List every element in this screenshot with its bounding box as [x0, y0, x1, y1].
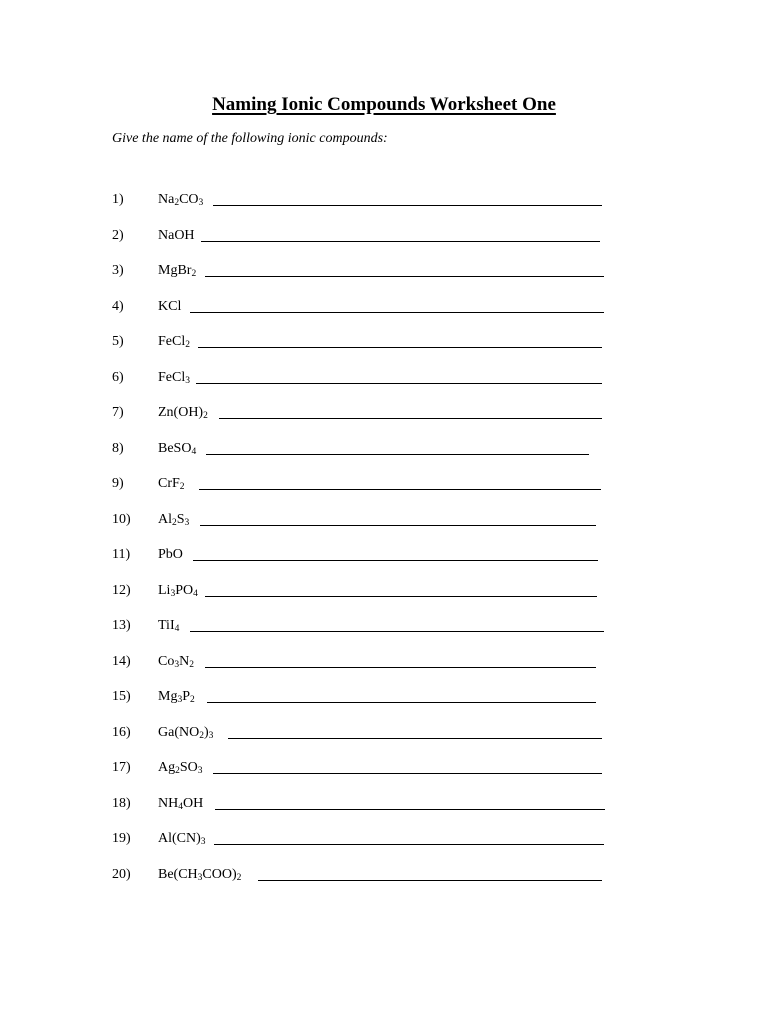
answer-blank[interactable]	[215, 794, 605, 810]
compound-formula	[158, 616, 179, 636]
answer-blank[interactable]	[206, 439, 589, 455]
compound-formula	[158, 829, 206, 849]
answer-blank[interactable]	[196, 368, 602, 384]
question-number: 19)	[112, 831, 131, 846]
formula-subscript: 3	[197, 766, 203, 776]
question-row	[112, 297, 608, 333]
question-row	[112, 474, 608, 510]
question-row	[112, 190, 608, 226]
compound-formula	[158, 332, 190, 352]
question-row	[112, 758, 608, 794]
formula-element: PO	[175, 582, 194, 598]
formula-element: Mg	[158, 689, 178, 704]
answer-blank[interactable]	[205, 581, 597, 597]
formula-element: BeSO	[158, 440, 192, 456]
question-number: 2)	[112, 227, 124, 243]
question-number: 18)	[112, 795, 131, 811]
answer-blank[interactable]	[213, 190, 602, 206]
compound-formula	[158, 261, 196, 281]
formula-subscript: 2	[203, 411, 208, 421]
formula-element: Al(CN)	[158, 831, 201, 846]
compound-formula	[158, 581, 198, 601]
formula-subscript: 2	[190, 695, 195, 705]
question-list	[112, 190, 608, 900]
question-row	[112, 616, 608, 652]
formula-subscript: 2	[189, 659, 194, 670]
question-number: 6)	[112, 369, 124, 385]
answer-blank[interactable]	[198, 332, 602, 348]
question-row	[112, 510, 608, 546]
formula-subscript: 3	[185, 375, 190, 386]
formula-element: SO	[179, 760, 198, 775]
formula-subscript: 3	[170, 588, 176, 599]
question-number: 13)	[112, 618, 131, 633]
answer-blank[interactable]	[214, 829, 604, 845]
question-row	[112, 687, 608, 723]
formula-element: FeCl	[158, 369, 186, 385]
formula-element: Co	[158, 653, 175, 669]
question-row	[112, 652, 608, 688]
formula-element: P	[182, 689, 190, 704]
formula-subscript: 2	[172, 517, 177, 528]
question-row	[112, 403, 608, 439]
formula-element: Ga(NO	[158, 724, 200, 740]
formula-subscript: 4	[191, 446, 197, 457]
question-number: 15)	[112, 689, 131, 704]
formula-element: CrF	[158, 476, 180, 491]
compound-formula	[158, 652, 194, 672]
formula-element: Al	[158, 511, 172, 527]
question-number: 10)	[112, 511, 131, 527]
question-number: 7)	[112, 405, 124, 420]
question-row	[112, 581, 608, 617]
formula-element: PbO	[158, 547, 183, 562]
question-row	[112, 439, 608, 475]
compound-formula	[158, 758, 203, 778]
compound-formula	[158, 403, 208, 423]
compound-formula	[158, 368, 190, 388]
worksheet-title	[0, 92, 768, 118]
compound-formula	[158, 190, 203, 210]
formula-element: NaOH	[158, 227, 195, 243]
formula-element: FeCl	[158, 334, 186, 349]
formula-subscript: 2	[174, 198, 180, 208]
question-number: 1)	[112, 192, 124, 207]
formula-subscript: 2	[179, 482, 185, 492]
question-number: 9)	[112, 476, 124, 491]
compound-formula	[158, 723, 213, 743]
compound-formula	[158, 510, 189, 530]
formula-element: TiI	[158, 618, 175, 633]
question-row	[112, 226, 608, 262]
compound-formula	[158, 226, 195, 246]
formula-element: N	[179, 653, 190, 669]
question-row	[112, 368, 608, 404]
formula-subscript: 2	[236, 872, 242, 883]
question-row	[112, 332, 608, 368]
answer-blank[interactable]	[205, 652, 596, 668]
formula-element: )	[203, 724, 209, 740]
formula-subscript: 3	[184, 517, 190, 528]
compound-formula	[158, 439, 196, 459]
formula-subscript: 4	[174, 624, 180, 634]
formula-element: CO	[179, 192, 199, 207]
formula-element: Zn(OH)	[158, 405, 204, 420]
formula-element: NH	[158, 795, 179, 811]
compound-formula	[158, 297, 181, 317]
formula-subscript: 4	[178, 801, 183, 812]
formula-element: Li	[158, 582, 171, 598]
formula-subscript: 2	[191, 269, 197, 279]
question-row	[112, 829, 608, 865]
question-number: 12)	[112, 582, 131, 598]
formula-subscript: 3	[174, 659, 180, 670]
answer-blank[interactable]	[190, 297, 604, 313]
formula-element: Na	[158, 192, 175, 207]
answer-blank[interactable]	[205, 261, 604, 277]
question-number: 5)	[112, 334, 124, 349]
question-number: 14)	[112, 653, 131, 669]
formula-element: OH	[182, 795, 204, 811]
answer-blank[interactable]	[228, 723, 602, 739]
question-number: 16)	[112, 724, 131, 740]
question-number: 8)	[112, 440, 124, 456]
compound-formula	[158, 865, 241, 885]
formula-element: MgBr	[158, 263, 192, 278]
formula-subscript: 3	[200, 837, 206, 847]
formula-subscript: 3	[198, 198, 204, 208]
question-number: 4)	[112, 298, 124, 314]
formula-subscript: 2	[185, 340, 190, 350]
question-row	[112, 794, 608, 830]
formula-subscript: 2	[199, 730, 204, 741]
question-number: 3)	[112, 263, 124, 278]
answer-blank[interactable]	[199, 474, 601, 490]
answer-blank[interactable]	[258, 865, 602, 881]
formula-subscript: 2	[175, 766, 180, 776]
question-number: 11)	[112, 547, 131, 562]
answer-blank[interactable]	[190, 616, 604, 632]
worksheet-title-text: Naming Ionic Compounds Worksheet One	[212, 94, 556, 115]
formula-element: KCl	[158, 298, 182, 314]
answer-blank[interactable]	[213, 758, 602, 774]
answer-blank[interactable]	[201, 226, 600, 242]
formula-subscript: 3	[197, 872, 203, 883]
compound-formula	[158, 794, 203, 814]
instructions-text: Give the name of the following ionic compounds:	[112, 131, 388, 146]
compound-formula	[158, 687, 195, 707]
formula-element: COO)	[202, 866, 237, 882]
formula-subscript: 4	[193, 588, 198, 599]
formula-element: S	[176, 511, 185, 527]
formula-element: Be(CH	[158, 866, 198, 882]
question-row	[112, 723, 608, 759]
question-row	[112, 261, 608, 297]
formula-subscript: 3	[208, 730, 214, 741]
formula-subscript: 3	[177, 695, 183, 705]
compound-formula	[158, 545, 183, 565]
question-row	[112, 545, 608, 581]
question-number: 20)	[112, 866, 131, 882]
answer-blank[interactable]	[219, 403, 602, 419]
answer-blank[interactable]	[193, 545, 598, 561]
compound-formula	[158, 474, 185, 494]
answer-blank[interactable]	[200, 510, 596, 526]
question-row	[112, 865, 608, 901]
question-number: 17)	[112, 760, 131, 775]
formula-element: Ag	[158, 760, 176, 775]
answer-blank[interactable]	[207, 687, 596, 703]
